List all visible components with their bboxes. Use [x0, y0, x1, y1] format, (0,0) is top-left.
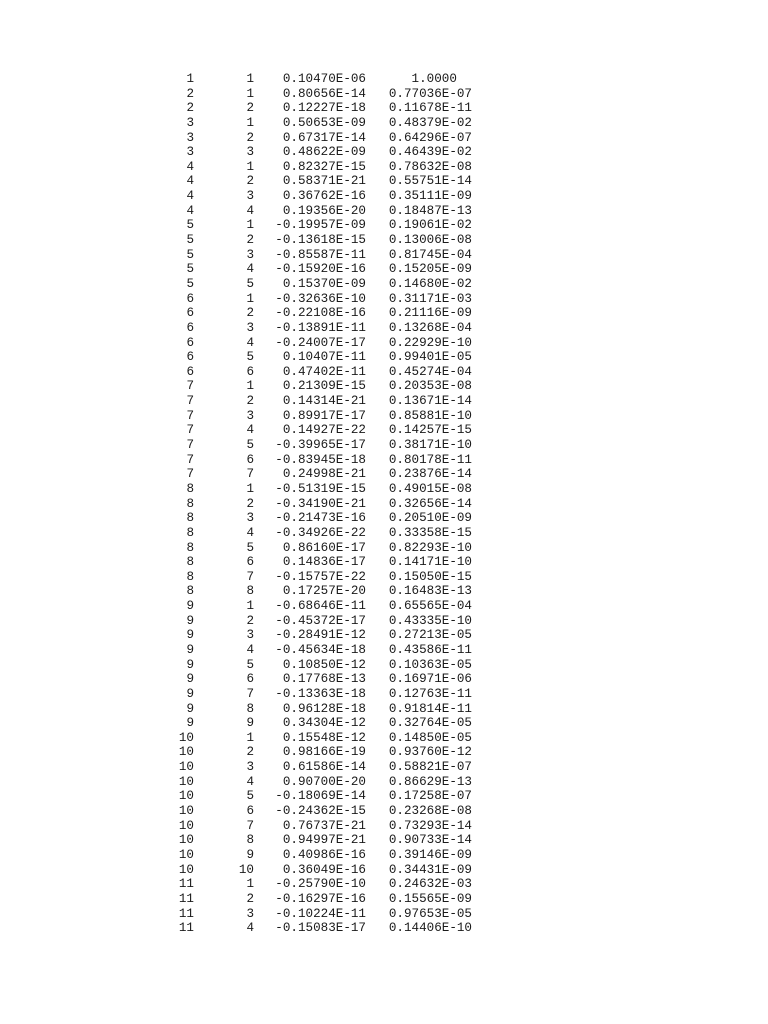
value-a: -0.15757E-22: [275, 569, 366, 584]
index-i: 10: [178, 804, 194, 819]
value-a: -0.24007E-17: [275, 335, 366, 350]
value-a: 0.17257E-20: [282, 584, 366, 599]
value-b: 0.20510E-09: [388, 511, 472, 526]
index-i: 11: [178, 921, 194, 936]
index-i: 6: [186, 350, 194, 365]
value-b: 0.27213E-05: [388, 628, 472, 643]
index-j: 1: [246, 481, 254, 496]
value-a: 0.47402E-11: [282, 364, 366, 379]
table-row: [0, 189, 768, 204]
value-b: 0.49015E-08: [388, 481, 472, 496]
value-b: 0.13671E-14: [388, 394, 472, 409]
index-j: 2: [246, 613, 254, 628]
value-a: 0.14836E-17: [282, 555, 366, 570]
value-a: -0.21473E-16: [275, 511, 366, 526]
value-a: -0.83945E-18: [275, 452, 366, 467]
index-i: 10: [178, 760, 194, 775]
value-b: 0.77036E-07: [388, 86, 472, 101]
value-a: 0.10850E-12: [282, 657, 366, 672]
index-i: 7: [186, 423, 194, 438]
value-a: -0.15083E-17: [275, 921, 366, 936]
table-row: [0, 131, 768, 146]
value-a: 0.58371E-21: [282, 174, 366, 189]
table-row: [0, 819, 768, 834]
table-row: [0, 321, 768, 336]
value-b: 0.38171E-10: [388, 438, 472, 453]
index-j: 3: [246, 906, 254, 921]
index-i: 4: [186, 174, 194, 189]
value-a: 0.80656E-14: [282, 86, 366, 101]
table-row: [0, 658, 768, 673]
index-j: 9: [246, 716, 254, 731]
table-row: [0, 570, 768, 585]
value-a: -0.68646E-11: [275, 599, 366, 614]
index-j: 3: [246, 511, 254, 526]
index-j: 3: [246, 408, 254, 423]
index-i: 9: [186, 686, 194, 701]
table-row: [0, 863, 768, 878]
table-row: [0, 87, 768, 102]
index-i: 8: [186, 511, 194, 526]
table-row: [0, 672, 768, 687]
index-i: 8: [186, 481, 194, 496]
table-row: [0, 423, 768, 438]
index-j: 1: [246, 86, 254, 101]
table-row: [0, 789, 768, 804]
table-row: [0, 379, 768, 394]
value-a: 0.21309E-15: [282, 379, 366, 394]
index-j: 7: [246, 569, 254, 584]
value-b: 0.39146E-09: [388, 847, 472, 862]
index-j: 2: [246, 130, 254, 145]
value-b: 0.35111E-09: [388, 189, 472, 204]
value-b: 0.85881E-10: [388, 408, 472, 423]
index-j: 6: [246, 452, 254, 467]
index-j: 6: [246, 804, 254, 819]
table-row: [0, 72, 768, 87]
table-row: [0, 482, 768, 497]
value-b: 0.19061E-02: [388, 218, 472, 233]
index-i: 4: [186, 159, 194, 174]
table-row: [0, 248, 768, 263]
value-b: 0.55751E-14: [388, 174, 472, 189]
index-j: 8: [246, 701, 254, 716]
index-i: 9: [186, 657, 194, 672]
index-j: 1: [246, 877, 254, 892]
value-b: 0.64296E-07: [388, 130, 472, 145]
index-i: 6: [186, 291, 194, 306]
value-a: -0.10224E-11: [275, 906, 366, 921]
index-j: 1: [246, 159, 254, 174]
value-a: 0.15370E-09: [282, 276, 366, 291]
value-b: 0.86629E-13: [388, 774, 472, 789]
index-j: 5: [246, 540, 254, 555]
index-i: 8: [186, 555, 194, 570]
table-row: [0, 541, 768, 556]
index-i: 8: [186, 584, 194, 599]
index-i: 7: [186, 408, 194, 423]
value-b: 0.23268E-08: [388, 804, 472, 819]
table-row: [0, 745, 768, 760]
index-j: 3: [246, 320, 254, 335]
index-j: 4: [246, 335, 254, 350]
value-b: 0.14171E-10: [388, 555, 472, 570]
index-i: 6: [186, 320, 194, 335]
value-a: 0.10407E-11: [282, 350, 366, 365]
index-i: 8: [186, 540, 194, 555]
table-row: [0, 687, 768, 702]
index-i: 7: [186, 394, 194, 409]
index-j: 2: [246, 745, 254, 760]
value-b: 0.15050E-15: [388, 569, 472, 584]
value-b: 0.65565E-04: [388, 599, 472, 614]
table-row: [0, 731, 768, 746]
value-b: 0.10363E-05: [388, 657, 472, 672]
index-i: 10: [178, 818, 194, 833]
index-j: 6: [246, 672, 254, 687]
table-row: [0, 848, 768, 863]
index-i: 9: [186, 613, 194, 628]
index-i: 6: [186, 306, 194, 321]
table-row: [0, 526, 768, 541]
index-i: 8: [186, 525, 194, 540]
index-j: 6: [246, 364, 254, 379]
index-j: 2: [246, 891, 254, 906]
index-i: 9: [186, 599, 194, 614]
value-a: -0.32636E-10: [275, 291, 366, 306]
index-i: 10: [178, 833, 194, 848]
value-a: -0.18069E-14: [275, 789, 366, 804]
index-j: 6: [246, 555, 254, 570]
index-j: 5: [246, 438, 254, 453]
index-j: 2: [246, 394, 254, 409]
index-j: 3: [246, 247, 254, 262]
index-i: 9: [186, 642, 194, 657]
value-a: 0.89917E-17: [282, 408, 366, 423]
table-row: [0, 497, 768, 512]
value-b: 0.15205E-09: [388, 262, 472, 277]
value-b: 0.13268E-04: [388, 320, 472, 335]
index-i: 8: [186, 569, 194, 584]
value-a: -0.45372E-17: [275, 613, 366, 628]
table-row: [0, 775, 768, 790]
value-b: 0.16971E-06: [388, 672, 472, 687]
index-i: 9: [186, 628, 194, 643]
index-j: 1: [246, 291, 254, 306]
value-a: 0.82327E-15: [282, 159, 366, 174]
value-b: 0.46439E-02: [388, 145, 472, 160]
value-a: 0.40986E-16: [282, 847, 366, 862]
index-j: 3: [246, 189, 254, 204]
index-i: 8: [186, 496, 194, 511]
index-i: 2: [186, 101, 194, 116]
index-i: 1: [186, 72, 194, 86]
index-i: 5: [186, 276, 194, 291]
value-b: 0.14406E-10: [388, 921, 472, 936]
table-row: [0, 628, 768, 643]
index-i: 7: [186, 467, 194, 482]
index-i: 3: [186, 115, 194, 130]
value-a: 0.48622E-09: [282, 145, 366, 160]
index-j: 2: [246, 233, 254, 248]
index-i: 5: [186, 247, 194, 262]
value-a: -0.13618E-15: [275, 233, 366, 248]
table-row: [0, 394, 768, 409]
value-a: 0.19356E-20: [282, 203, 366, 218]
index-j: 4: [246, 525, 254, 540]
index-j: 4: [246, 423, 254, 438]
value-a: 0.90700E-20: [282, 774, 366, 789]
index-j: 7: [246, 818, 254, 833]
value-b: 0.45274E-04: [388, 364, 472, 379]
table-row: [0, 702, 768, 717]
index-j: 2: [246, 306, 254, 321]
table-row: [0, 584, 768, 599]
table-row: [0, 218, 768, 233]
index-i: 7: [186, 379, 194, 394]
index-i: 4: [186, 203, 194, 218]
table-row: [0, 160, 768, 175]
table-row: [0, 599, 768, 614]
index-j: 4: [246, 642, 254, 657]
value-a: 0.10470E-06: [282, 72, 366, 86]
value-b: 0.23876E-14: [388, 467, 472, 482]
value-b: 0.21116E-09: [388, 306, 472, 321]
value-a: 0.76737E-21: [282, 818, 366, 833]
value-a: -0.13891E-11: [275, 320, 366, 335]
value-b: 0.31171E-03: [388, 291, 472, 306]
value-a: 0.67317E-14: [282, 130, 366, 145]
index-j: 4: [246, 203, 254, 218]
value-a: 0.34304E-12: [282, 716, 366, 731]
value-b: 0.93760E-12: [388, 745, 472, 760]
value-b: 0.32656E-14: [388, 496, 472, 511]
index-j: 2: [246, 174, 254, 189]
index-j: 5: [246, 657, 254, 672]
index-i: 10: [178, 862, 194, 877]
value-b: 0.97653E-05: [388, 906, 472, 921]
table-row: [0, 204, 768, 219]
index-i: 7: [186, 452, 194, 467]
table-row: [0, 262, 768, 277]
index-i: 10: [178, 774, 194, 789]
value-b: 0.32764E-05: [388, 716, 472, 731]
value-a: 0.86160E-17: [282, 540, 366, 555]
table-row: [0, 145, 768, 160]
table-row: [0, 174, 768, 189]
table-row: [0, 921, 768, 936]
table-row: [0, 833, 768, 848]
value-b: 0.80178E-11: [388, 452, 472, 467]
value-b: 0.33358E-15: [388, 525, 472, 540]
index-i: 6: [186, 364, 194, 379]
index-i: 3: [186, 145, 194, 160]
table-row: [0, 877, 768, 892]
value-b: 0.11678E-11: [388, 101, 472, 116]
value-a: 0.24998E-21: [282, 467, 366, 482]
value-b: 0.17258E-07: [388, 789, 472, 804]
index-j: 5: [246, 276, 254, 291]
index-j: 5: [246, 350, 254, 365]
value-a: -0.15920E-16: [275, 262, 366, 277]
value-b: 0.12763E-11: [388, 686, 472, 701]
value-b: 0.99401E-05: [388, 350, 472, 365]
table-row: [0, 614, 768, 629]
value-a: 0.96128E-18: [282, 701, 366, 716]
index-j: 4: [246, 262, 254, 277]
value-b: 0.13006E-08: [388, 233, 472, 248]
table-row: [0, 277, 768, 292]
data-table: [0, 72, 768, 936]
table-row: [0, 409, 768, 424]
value-b: 0.90733E-14: [388, 833, 472, 848]
value-a: 0.36049E-16: [282, 862, 366, 877]
value-b: 0.81745E-04: [388, 247, 472, 262]
value-b: 0.14257E-15: [388, 423, 472, 438]
index-j: 3: [246, 628, 254, 643]
value-b: 1.0000: [411, 72, 472, 86]
value-a: -0.34926E-22: [275, 525, 366, 540]
index-j: 2: [246, 496, 254, 511]
index-i: 11: [178, 877, 194, 892]
index-j: 8: [246, 584, 254, 599]
index-j: 7: [246, 686, 254, 701]
index-j: 4: [246, 774, 254, 789]
index-i: 5: [186, 233, 194, 248]
index-i: 4: [186, 189, 194, 204]
value-b: 0.73293E-14: [388, 818, 472, 833]
table-row: [0, 555, 768, 570]
table-row: [0, 467, 768, 482]
value-a: 0.17768E-13: [282, 672, 366, 687]
table-row: [0, 306, 768, 321]
index-j: 3: [246, 760, 254, 775]
table-row: [0, 892, 768, 907]
index-j: 5: [246, 789, 254, 804]
table-row: [0, 453, 768, 468]
value-b: 0.91814E-11: [388, 701, 472, 716]
table-row: [0, 233, 768, 248]
index-j: 1: [246, 115, 254, 130]
value-b: 0.58821E-07: [388, 760, 472, 775]
table-row: [0, 716, 768, 731]
value-a: 0.14314E-21: [282, 394, 366, 409]
index-i: 5: [186, 262, 194, 277]
table-row: [0, 804, 768, 819]
value-b: 0.16483E-13: [388, 584, 472, 599]
value-a: -0.85587E-11: [275, 247, 366, 262]
table-row: [0, 438, 768, 453]
index-i: 11: [178, 906, 194, 921]
value-a: -0.19957E-09: [275, 218, 366, 233]
index-i: 9: [186, 701, 194, 716]
index-j: 7: [246, 467, 254, 482]
value-b: 0.24632E-03: [388, 877, 472, 892]
index-j: 10: [238, 862, 254, 877]
index-j: 2: [246, 101, 254, 116]
value-a: -0.24362E-15: [275, 804, 366, 819]
value-a: 0.15548E-12: [282, 730, 366, 745]
value-a: -0.16297E-16: [275, 891, 366, 906]
index-i: 11: [178, 891, 194, 906]
value-a: -0.25790E-10: [275, 877, 366, 892]
value-b: 0.22929E-10: [388, 335, 472, 350]
value-b: 0.20353E-08: [388, 379, 472, 394]
table-row: [0, 365, 768, 380]
index-j: 1: [246, 218, 254, 233]
table-row: [0, 116, 768, 131]
value-a: 0.98166E-19: [282, 745, 366, 760]
value-a: 0.50653E-09: [282, 115, 366, 130]
index-i: 10: [178, 745, 194, 760]
table-row: [0, 511, 768, 526]
table-row: [0, 292, 768, 307]
value-a: -0.13363E-18: [275, 686, 366, 701]
index-j: 9: [246, 847, 254, 862]
value-a: -0.34190E-21: [275, 496, 366, 511]
value-a: 0.61586E-14: [282, 760, 366, 775]
value-b: 0.82293E-10: [388, 540, 472, 555]
index-j: 1: [246, 599, 254, 614]
value-b: 0.14850E-05: [388, 730, 472, 745]
value-a: -0.28491E-12: [275, 628, 366, 643]
index-j: 1: [246, 72, 254, 86]
index-i: 3: [186, 130, 194, 145]
table-row: [0, 336, 768, 351]
index-i: 9: [186, 672, 194, 687]
value-a: 0.36762E-16: [282, 189, 366, 204]
value-a: -0.39965E-17: [275, 438, 366, 453]
index-j: 3: [246, 145, 254, 160]
value-b: 0.43335E-10: [388, 613, 472, 628]
table-row: [0, 907, 768, 922]
table-row: [0, 643, 768, 658]
value-b: 0.18487E-13: [388, 203, 472, 218]
table-row: [0, 350, 768, 365]
index-i: 2: [186, 86, 194, 101]
index-j: 1: [246, 379, 254, 394]
table-row: [0, 101, 768, 116]
value-a: -0.45634E-18: [275, 642, 366, 657]
value-b: 0.15565E-09: [388, 891, 472, 906]
value-b: 0.34431E-09: [388, 862, 472, 877]
table-row: [0, 760, 768, 775]
index-i: 10: [178, 847, 194, 862]
index-i: 9: [186, 716, 194, 731]
value-a: 0.94997E-21: [282, 833, 366, 848]
index-i: 10: [178, 789, 194, 804]
index-i: 7: [186, 438, 194, 453]
value-b: 0.14680E-02: [388, 276, 472, 291]
value-b: 0.48379E-02: [388, 115, 472, 130]
index-j: 1: [246, 730, 254, 745]
value-b: 0.78632E-08: [388, 159, 472, 174]
index-i: 6: [186, 335, 194, 350]
value-b: 0.43586E-11: [388, 642, 472, 657]
index-j: 8: [246, 833, 254, 848]
index-j: 4: [246, 921, 254, 936]
index-i: 5: [186, 218, 194, 233]
index-i: 10: [178, 730, 194, 745]
value-a: 0.12227E-18: [282, 101, 366, 116]
value-a: 0.14927E-22: [282, 423, 366, 438]
value-a: -0.51319E-15: [275, 481, 366, 496]
value-a: -0.22108E-16: [275, 306, 366, 321]
